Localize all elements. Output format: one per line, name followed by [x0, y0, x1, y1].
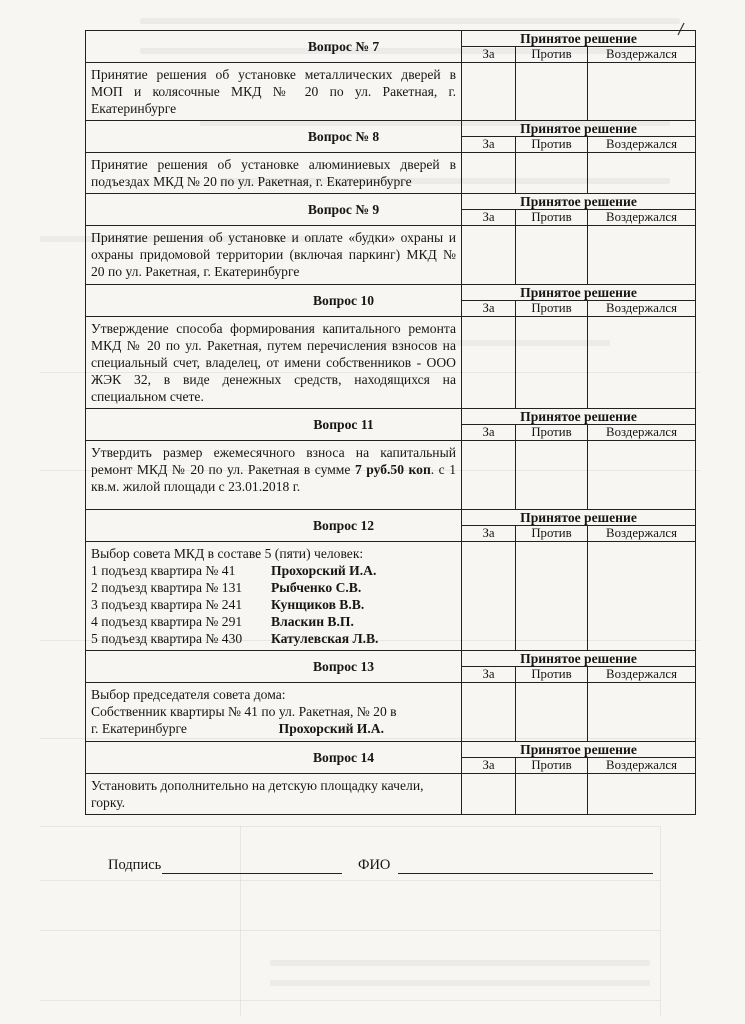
vote-box-for[interactable] [462, 683, 516, 742]
option-abstain: Воздержался [588, 210, 696, 226]
question-title: Вопрос 14 [86, 742, 462, 774]
question-text-part: Утвердить размер ежемесячного взноса на капитальный ремонт МКД № 20 по ул. Ракетная в сумме [91, 445, 456, 477]
question-body-row [86, 317, 696, 409]
question-text: Утверждение способа формирования капитального ремонта МКД № 20 по ул. Ракетная, путем перечисления взносов на специальный счет, владелец, от имени собственников - ООО ЖЭК 32, в виде денежных средств, находящихся на специальном счете. [86, 317, 462, 409]
option-abstain: Воздержался [588, 526, 696, 542]
vote-box-abstain[interactable] [588, 63, 696, 121]
candidate-name: Прохорский И.А. [271, 563, 377, 578]
question-body-row [86, 683, 696, 742]
option-for: За [462, 667, 516, 683]
option-for: За [462, 137, 516, 153]
question-text: Установить дополнительно на детскую площадку качели, горку. [86, 774, 462, 815]
decision-header: Принятое решение [462, 510, 696, 526]
candidate-name: Рыбченко С.В. [271, 580, 362, 595]
chair-owner: Собственник квартиры № 41 по ул. Ракетная, № 20 в [91, 704, 397, 719]
vote-box-for[interactable] [462, 774, 516, 815]
question-body-row [86, 542, 696, 651]
chair-row [91, 720, 456, 737]
option-for: За [462, 47, 516, 63]
question-text [86, 683, 462, 742]
question-title: Вопрос 13 [86, 651, 462, 683]
option-against: Против [516, 425, 588, 441]
council-intro: Выбор совета МКД в составе 5 (пяти) человек: [91, 546, 364, 561]
option-against: Против [516, 137, 588, 153]
vote-box-abstain[interactable] [588, 683, 696, 742]
question-title: Вопрос № 8 [86, 121, 462, 153]
chair-intro: Выбор председателя совета дома: [91, 687, 286, 702]
vote-box-against[interactable] [516, 683, 588, 742]
decision-header: Принятое решение [462, 409, 696, 425]
vote-box-abstain[interactable] [588, 226, 696, 285]
decision-header: Принятое решение [462, 31, 696, 47]
vote-box-for[interactable] [462, 542, 516, 651]
decision-header: Принятое решение [462, 121, 696, 137]
candidate-row [91, 613, 456, 630]
option-abstain: Воздержался [588, 667, 696, 683]
question-text [86, 542, 462, 651]
candidate-unit: 1 подъезд квартира № 41 [91, 563, 236, 578]
vote-box-against[interactable] [516, 226, 588, 285]
signature-line[interactable] [162, 873, 342, 874]
option-against: Против [516, 667, 588, 683]
vote-box-against[interactable] [516, 441, 588, 510]
question-text: Принятие решения об установке и оплате «будки» охраны и охраны придомовой территории (включая паркинг) МКД № 20 по ул. Ракетная, г. Екатеринбурге [86, 226, 462, 285]
question-header-row [86, 651, 696, 667]
candidate-name: Власкин В.П. [271, 614, 354, 629]
candidate-name: Катулевская Л.В. [271, 631, 379, 646]
option-against: Против [516, 758, 588, 774]
question-header-row [86, 31, 696, 47]
vote-box-for[interactable] [462, 153, 516, 194]
decision-header: Принятое решение [462, 194, 696, 210]
question-header-row [86, 121, 696, 137]
question-body-row [86, 153, 696, 194]
candidate-unit: 5 подъезд квартира № 430 [91, 631, 243, 646]
question-title: Вопрос 10 [86, 285, 462, 317]
question-text: Принятие решения об установке металлических дверей в МОП и колясочные МКД № 20 по ул. Ракетная, г. Екатеринбурге [86, 63, 462, 121]
candidate-name: Кунщиков В.В. [271, 597, 365, 612]
signature-label: Подпись [108, 857, 162, 873]
vote-box-abstain[interactable] [588, 153, 696, 194]
option-for: За [462, 301, 516, 317]
question-body-row [86, 226, 696, 285]
vote-box-against[interactable] [516, 63, 588, 121]
question-header-row [86, 742, 696, 758]
option-abstain: Воздержался [588, 301, 696, 317]
vote-box-abstain[interactable] [588, 441, 696, 510]
vote-box-for[interactable] [462, 317, 516, 409]
vote-box-against[interactable] [516, 774, 588, 815]
question-title: Вопрос 11 [86, 409, 462, 441]
full-name-label: ФИО [358, 857, 391, 873]
option-for: За [462, 526, 516, 542]
option-abstain: Воздержался [588, 758, 696, 774]
payment-amount: 7 руб.50 коп [354, 462, 431, 477]
signature-block [108, 857, 668, 879]
vote-box-for[interactable] [462, 226, 516, 285]
vote-box-abstain[interactable] [588, 774, 696, 815]
question-body-row [86, 441, 696, 510]
question-header-row [86, 194, 696, 210]
candidate-row [91, 630, 456, 647]
candidate-row [91, 562, 456, 579]
decision-header: Принятое решение [462, 651, 696, 667]
question-title: Вопрос 12 [86, 510, 462, 542]
question-text [86, 441, 462, 510]
vote-box-for[interactable] [462, 63, 516, 121]
candidate-unit: 2 подъезд квартира № 131 [91, 580, 243, 595]
candidate-row [91, 579, 456, 596]
vote-box-abstain[interactable] [588, 317, 696, 409]
option-abstain: Воздержался [588, 137, 696, 153]
option-against: Против [516, 210, 588, 226]
vote-box-for[interactable] [462, 441, 516, 510]
decision-header: Принятое решение [462, 285, 696, 301]
question-text-part: . с 1 кв.м. жилой площади с 23.01.2018 г. [91, 462, 457, 494]
vote-box-abstain[interactable] [588, 542, 696, 651]
option-for: За [462, 210, 516, 226]
question-body-row [86, 774, 696, 815]
ballot-table [85, 30, 696, 815]
question-header-row [86, 285, 696, 301]
option-for: За [462, 758, 516, 774]
question-header-row [86, 510, 696, 526]
question-header-row [86, 409, 696, 425]
option-for: За [462, 425, 516, 441]
question-body-row [86, 63, 696, 121]
chair-name: Прохорский И.А. [278, 721, 384, 736]
candidate-row [91, 596, 456, 613]
vote-box-against[interactable] [516, 317, 588, 409]
option-against: Против [516, 47, 588, 63]
chair-city: г. Екатеринбурге [91, 721, 187, 736]
question-title: Вопрос № 7 [86, 31, 462, 63]
candidate-unit: 3 подъезд квартира № 241 [91, 597, 243, 612]
question-text: Принятие решения об установке алюминиевых дверей в подъездах МКД № 20 по ул. Ракетная, г. Екатеринбурге [86, 153, 462, 194]
option-against: Против [516, 301, 588, 317]
option-abstain: Воздержался [588, 425, 696, 441]
candidate-unit: 4 подъезд квартира № 291 [91, 614, 243, 629]
vote-box-against[interactable] [516, 542, 588, 651]
vote-box-against[interactable] [516, 153, 588, 194]
full-name-line[interactable] [398, 873, 653, 874]
option-against: Против [516, 526, 588, 542]
decision-header: Принятое решение [462, 742, 696, 758]
question-title: Вопрос № 9 [86, 194, 462, 226]
option-abstain: Воздержался [588, 47, 696, 63]
